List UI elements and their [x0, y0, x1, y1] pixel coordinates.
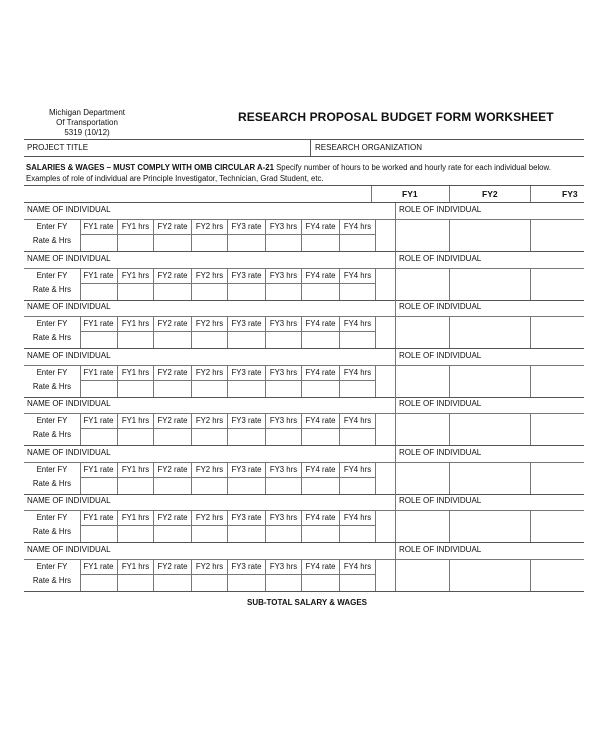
- rate-cell-label: FY3 rate: [228, 219, 266, 235]
- rate-cell-label: FY1 rate: [80, 510, 118, 526]
- rate-hours-row: [24, 462, 584, 495]
- individual-block: [24, 300, 584, 349]
- rate-input-cell[interactable]: [302, 284, 340, 300]
- name-of-individual-field[interactable]: NAME OF INDIVIDUAL: [27, 496, 111, 505]
- rate-cell-label: FY2 hrs: [192, 268, 228, 284]
- enter-fy-label: Enter FY: [36, 319, 68, 328]
- rate-input-cell[interactable]: [118, 381, 154, 397]
- rate-input-cell[interactable]: [228, 526, 266, 542]
- rate-input-cell[interactable]: [228, 284, 266, 300]
- project-title-field[interactable]: PROJECT TITLE: [27, 143, 89, 152]
- rate-input-cell[interactable]: [302, 332, 340, 348]
- research-organization-field[interactable]: RESEARCH ORGANIZATION: [310, 140, 422, 156]
- enter-fy-label: Enter FY: [36, 416, 68, 425]
- rate-hrs-label: Rate & Hrs: [32, 575, 72, 585]
- rate-cell-label: FY1 rate: [80, 268, 118, 284]
- rate-cell-label: FY4 rate: [302, 462, 340, 478]
- subtotal-row: [24, 591, 584, 611]
- rate-cell-label: FY4 rate: [302, 316, 340, 332]
- name-of-individual-field[interactable]: NAME OF INDIVIDUAL: [27, 205, 111, 214]
- rate-cell-label: FY1 hrs: [118, 413, 154, 429]
- rate-input-cell[interactable]: [302, 235, 340, 251]
- rate-input-cell[interactable]: [154, 526, 192, 542]
- rate-input-cell[interactable]: [340, 284, 376, 300]
- rate-input-cell[interactable]: [192, 332, 228, 348]
- rate-input-cell[interactable]: [266, 526, 302, 542]
- rate-cell-label: FY4 rate: [302, 510, 340, 526]
- enter-fy-label: Enter FY: [36, 513, 68, 522]
- rate-input-cell[interactable]: [228, 429, 266, 445]
- rate-cell-label: FY4 hrs: [340, 268, 376, 284]
- rate-hours-row: [24, 219, 584, 252]
- rate-input-cell[interactable]: [340, 429, 376, 445]
- rate-cell-label: FY1 rate: [80, 316, 118, 332]
- rate-cell-label: FY4 hrs: [340, 462, 376, 478]
- subtotal-label: SUB-TOTAL SALARY & WAGES: [247, 598, 368, 607]
- rate-input-cell[interactable]: [228, 332, 266, 348]
- name-role-row: [24, 203, 584, 220]
- enter-fy-label: Enter FY: [36, 222, 68, 231]
- rate-cell-label: FY4 hrs: [340, 316, 376, 332]
- rate-cell-label: FY2 rate: [154, 413, 192, 429]
- fy2-header: FY2: [482, 189, 498, 199]
- agency-block: [32, 108, 142, 138]
- rate-cell-label: FY1 hrs: [118, 365, 154, 381]
- enter-fy-label: Enter FY: [36, 367, 68, 377]
- rate-cell-label: FY4 rate: [302, 219, 340, 235]
- rate-hrs-label: Rate & Hrs: [32, 284, 72, 294]
- rate-input-cell[interactable]: [340, 235, 376, 251]
- rate-input-cell[interactable]: [340, 381, 376, 397]
- rate-input-cell[interactable]: [154, 284, 192, 300]
- form-header: [24, 108, 584, 139]
- rate-input-cell[interactable]: [266, 332, 302, 348]
- rate-input-cell[interactable]: [118, 284, 154, 300]
- fy1-header: FY1: [402, 189, 418, 199]
- rate-cell-label: FY3 hrs: [266, 219, 302, 235]
- rate-input-cell[interactable]: [118, 478, 154, 494]
- rate-input-cell[interactable]: [80, 526, 118, 542]
- enter-fy-label: Enter FY: [36, 270, 68, 280]
- rate-input-cell[interactable]: [302, 429, 340, 445]
- rate-input-cell[interactable]: [118, 332, 154, 348]
- rate-hrs-label: Rate & Hrs: [32, 478, 72, 488]
- rate-cell-label: FY3 hrs: [266, 316, 302, 332]
- rate-hours-row: [24, 413, 584, 446]
- rate-cell-label: FY4 hrs: [340, 365, 376, 381]
- name-role-row: [24, 397, 584, 414]
- rate-cell-label: FY3 hrs: [266, 510, 302, 526]
- rate-input-cell[interactable]: [154, 235, 192, 251]
- rate-cell-label: FY2 hrs: [192, 413, 228, 429]
- rate-input-cell[interactable]: [266, 478, 302, 494]
- rate-cell-label: FY3 rate: [228, 316, 266, 332]
- rate-cell-label: FY2 rate: [154, 268, 192, 284]
- individual-block: [24, 446, 584, 495]
- rate-input-cell[interactable]: [192, 381, 228, 397]
- rate-cell-label: FY3 hrs: [266, 365, 302, 381]
- rate-cell-label: FY2 hrs: [192, 316, 228, 332]
- name-of-individual-field[interactable]: NAME OF INDIVIDUAL: [27, 399, 111, 408]
- form-title: RESEARCH PROPOSAL BUDGET FORM WORKSHEET: [238, 110, 554, 124]
- name-role-row: [24, 252, 584, 269]
- rate-cell-label: FY3 rate: [228, 268, 266, 284]
- rate-cell-label: FY2 rate: [154, 510, 192, 526]
- agency-line-3: 5319 (10/12): [64, 128, 110, 137]
- rate-cell-label: FY3 rate: [228, 413, 266, 429]
- fy3-header: FY3: [562, 189, 578, 199]
- role-of-individual-field[interactable]: ROLE OF INDIVIDUAL: [399, 205, 482, 214]
- individual-blocks: [24, 203, 584, 591]
- rate-input-cell[interactable]: [340, 526, 376, 542]
- rate-cell-label: FY1 rate: [80, 413, 118, 429]
- individual-block: [24, 543, 584, 592]
- rate-cell-label: FY1 hrs: [118, 268, 154, 284]
- rate-cell-label: FY4 hrs: [340, 559, 376, 575]
- rate-cell-label: FY1 hrs: [118, 219, 154, 235]
- name-of-individual-field[interactable]: NAME OF INDIVIDUAL: [27, 253, 111, 263]
- rate-cell-label: FY1 rate: [80, 365, 118, 381]
- rate-input-cell[interactable]: [154, 575, 192, 591]
- enter-fy-label: Enter FY: [36, 561, 68, 571]
- individual-block: [24, 203, 584, 252]
- rate-input-cell[interactable]: [192, 478, 228, 494]
- rate-input-cell[interactable]: [80, 332, 118, 348]
- rate-cell-label: FY2 rate: [154, 365, 192, 381]
- rate-cell-label: FY2 hrs: [192, 365, 228, 381]
- individual-block: [24, 494, 584, 543]
- rate-input-cell[interactable]: [154, 332, 192, 348]
- rate-cell-label: FY1 hrs: [118, 462, 154, 478]
- name-role-row: [24, 349, 584, 366]
- rate-hours-row: [24, 268, 584, 301]
- rate-cell-label: FY4 rate: [302, 268, 340, 284]
- instructions-examples: Examples of role of individual are Principle Investigator, Technician, Grad Student, etc.: [26, 174, 324, 183]
- rate-hrs-label: Rate & Hrs: [32, 381, 72, 391]
- budget-worksheet: [24, 108, 584, 611]
- rate-hours-row: [24, 559, 584, 592]
- rate-cell-label: FY3 rate: [228, 365, 266, 381]
- agency-line-2: Of Transportation: [56, 118, 118, 127]
- rate-cell-label: FY1 hrs: [118, 510, 154, 526]
- rate-hrs-label: Rate & Hrs: [32, 333, 72, 342]
- rate-hours-row: [24, 365, 584, 398]
- role-of-individual-field[interactable]: ROLE OF INDIVIDUAL: [399, 496, 482, 505]
- name-role-row: [24, 494, 584, 511]
- role-of-individual-field[interactable]: ROLE OF INDIVIDUAL: [399, 350, 482, 360]
- name-of-individual-field[interactable]: NAME OF INDIVIDUAL: [27, 302, 111, 311]
- rate-cell-label: FY2 rate: [154, 462, 192, 478]
- rate-input-cell[interactable]: [154, 478, 192, 494]
- rate-input-cell[interactable]: [228, 381, 266, 397]
- rate-input-cell[interactable]: [154, 429, 192, 445]
- role-of-individual-field[interactable]: ROLE OF INDIVIDUAL: [399, 544, 482, 554]
- name-role-row: [24, 446, 584, 463]
- rate-hours-row: [24, 316, 584, 349]
- rate-cell-label: FY1 rate: [80, 462, 118, 478]
- rate-input-cell[interactable]: [228, 235, 266, 251]
- fy-header-row: [24, 185, 584, 203]
- individual-block: [24, 349, 584, 398]
- rate-cell-label: FY3 hrs: [266, 268, 302, 284]
- rate-cell-label: FY4 rate: [302, 413, 340, 429]
- rate-input-cell[interactable]: [228, 478, 266, 494]
- rate-cell-label: FY2 hrs: [192, 559, 228, 575]
- rate-input-cell[interactable]: [266, 575, 302, 591]
- rate-input-cell[interactable]: [192, 526, 228, 542]
- rate-input-cell[interactable]: [118, 575, 154, 591]
- rate-input-cell[interactable]: [80, 381, 118, 397]
- individual-block: [24, 252, 584, 301]
- rate-input-cell[interactable]: [302, 478, 340, 494]
- rate-cell-label: FY2 rate: [154, 316, 192, 332]
- individual-block: [24, 397, 584, 446]
- rate-cell-label: FY1 hrs: [118, 559, 154, 575]
- rate-cell-label: FY2 hrs: [192, 462, 228, 478]
- rate-cell-label: FY2 rate: [154, 219, 192, 235]
- project-info-row: [24, 139, 584, 157]
- rate-input-cell[interactable]: [266, 381, 302, 397]
- rate-input-cell[interactable]: [118, 526, 154, 542]
- enter-fy-label: Enter FY: [36, 464, 68, 474]
- rate-cell-label: FY3 hrs: [266, 559, 302, 575]
- rate-cell-label: FY4 rate: [302, 559, 340, 575]
- rate-input-cell[interactable]: [228, 575, 266, 591]
- rate-input-cell[interactable]: [80, 284, 118, 300]
- name-of-individual-field[interactable]: NAME OF INDIVIDUAL: [27, 544, 111, 554]
- rate-input-cell[interactable]: [80, 478, 118, 494]
- rate-input-cell[interactable]: [340, 332, 376, 348]
- rate-cell-label: FY1 hrs: [118, 316, 154, 332]
- role-of-individual-field[interactable]: ROLE OF INDIVIDUAL: [399, 399, 482, 408]
- name-of-individual-field[interactable]: NAME OF INDIVIDUAL: [27, 447, 111, 457]
- instructions: [24, 157, 584, 185]
- rate-input-cell[interactable]: [118, 235, 154, 251]
- rate-cell-label: FY1 rate: [80, 559, 118, 575]
- rate-cell-label: FY3 rate: [228, 462, 266, 478]
- rate-hrs-label: Rate & Hrs: [32, 430, 72, 439]
- rate-input-cell[interactable]: [80, 429, 118, 445]
- rate-cell-label: FY4 hrs: [340, 413, 376, 429]
- agency-line-1: Michigan Department: [48, 108, 126, 117]
- role-of-individual-field[interactable]: ROLE OF INDIVIDUAL: [399, 447, 482, 457]
- rate-hrs-label: Rate & Hrs: [32, 527, 72, 536]
- rate-hours-row: [24, 510, 584, 543]
- rate-cell-label: FY4 hrs: [340, 219, 376, 235]
- rate-cell-label: FY3 hrs: [266, 413, 302, 429]
- rate-input-cell[interactable]: [266, 284, 302, 300]
- rate-input-cell[interactable]: [266, 429, 302, 445]
- rate-input-cell[interactable]: [80, 575, 118, 591]
- rate-input-cell[interactable]: [340, 478, 376, 494]
- rate-input-cell[interactable]: [302, 381, 340, 397]
- rate-cell-label: FY4 hrs: [340, 510, 376, 526]
- rate-cell-label: FY1 rate: [80, 219, 118, 235]
- rate-input-cell[interactable]: [80, 235, 118, 251]
- instructions-text: Specify number of hours to be worked and hourly rate for each individual below.: [273, 163, 551, 172]
- rate-cell-label: FY4 rate: [302, 365, 340, 381]
- rate-input-cell[interactable]: [118, 429, 154, 445]
- rate-cell-label: FY2 hrs: [192, 219, 228, 235]
- rate-input-cell[interactable]: [192, 235, 228, 251]
- role-of-individual-field[interactable]: ROLE OF INDIVIDUAL: [399, 253, 482, 263]
- rate-cell-label: FY3 rate: [228, 559, 266, 575]
- rate-hrs-label: Rate & Hrs: [32, 236, 72, 245]
- rate-input-cell[interactable]: [154, 381, 192, 397]
- rate-cell-label: FY2 rate: [154, 559, 192, 575]
- rate-cell-label: FY2 hrs: [192, 510, 228, 526]
- name-role-row: [24, 543, 584, 560]
- rate-input-cell[interactable]: [302, 575, 340, 591]
- role-of-individual-field[interactable]: ROLE OF INDIVIDUAL: [399, 302, 482, 311]
- rate-input-cell[interactable]: [340, 575, 376, 591]
- rate-input-cell[interactable]: [266, 235, 302, 251]
- instructions-heading: SALARIES & WAGES – MUST COMPLY WITH OMB CIRCULAR A-21: [26, 163, 274, 172]
- rate-input-cell[interactable]: [192, 284, 228, 300]
- rate-cell-label: FY3 rate: [228, 510, 266, 526]
- name-of-individual-field[interactable]: NAME OF INDIVIDUAL: [27, 350, 111, 360]
- rate-cell-label: FY3 hrs: [266, 462, 302, 478]
- rate-input-cell[interactable]: [192, 575, 228, 591]
- rate-input-cell[interactable]: [192, 429, 228, 445]
- name-role-row: [24, 300, 584, 317]
- rate-input-cell[interactable]: [302, 526, 340, 542]
